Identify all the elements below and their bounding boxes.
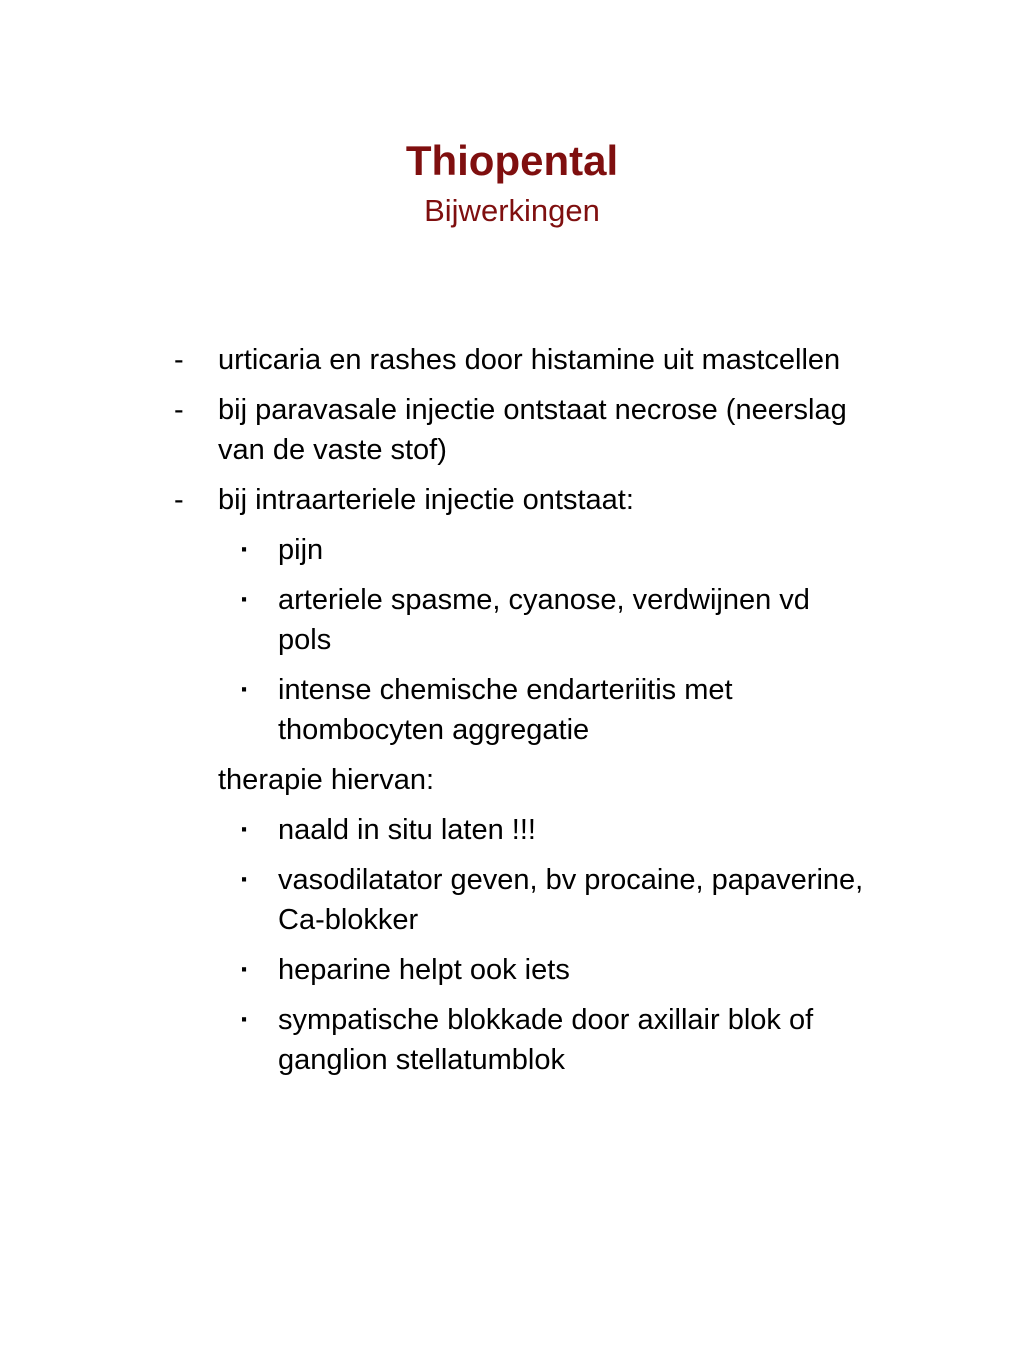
list-item-text: pijn bbox=[278, 534, 324, 566]
dot-marker: · bbox=[240, 814, 250, 846]
list-item bbox=[170, 390, 870, 470]
bullet-list bbox=[170, 340, 870, 1090]
list-item-text: bij intraarteriele injectie ontstaat: bbox=[218, 484, 634, 516]
sub-list-item bbox=[170, 580, 870, 660]
list-item-text: arteriele spasme, cyanose, verdwijnen vd pols bbox=[278, 584, 810, 656]
section-label: therapie hiervan: bbox=[218, 764, 435, 796]
list-item-text: intense chemische endarteriitis met thombocyten aggregatie bbox=[278, 674, 733, 746]
list-item-text: urticaria en rashes door histamine uit mastcellen bbox=[218, 344, 841, 376]
list-item bbox=[170, 340, 870, 380]
list-item-text: heparine helpt ook iets bbox=[278, 954, 570, 986]
dash-marker: - bbox=[174, 394, 184, 426]
list-item-text: naald in situ laten !!! bbox=[278, 814, 536, 846]
page-subtitle: Bijwerkingen bbox=[424, 193, 600, 228]
dot-marker: · bbox=[240, 954, 250, 986]
list-item-text: sympatische blokkade door axillair blok of ganglion stellatumblok bbox=[278, 1004, 814, 1076]
page-title: Thiopental bbox=[405, 137, 619, 184]
sub-list-item bbox=[170, 860, 870, 940]
dot-marker: · bbox=[240, 674, 250, 706]
list-item bbox=[170, 480, 870, 520]
dash-marker: - bbox=[174, 344, 184, 376]
list-item-text: vasodilatator geven, bv procaine, papaverine, Ca-blokker bbox=[278, 864, 864, 936]
dot-marker: · bbox=[240, 584, 250, 616]
sub-list-item bbox=[170, 530, 870, 570]
list-item-text: bij paravasale injectie ontstaat necrose (neerslag van de vaste stof) bbox=[218, 394, 847, 466]
sub-list-item bbox=[170, 810, 870, 850]
dot-marker: · bbox=[240, 864, 250, 896]
sub-list-item bbox=[170, 1000, 870, 1080]
dot-marker: · bbox=[240, 534, 250, 566]
sub-list-item bbox=[170, 950, 870, 990]
dash-marker: - bbox=[174, 484, 184, 516]
dot-marker: · bbox=[240, 1004, 250, 1036]
sub-list-item bbox=[170, 670, 870, 750]
